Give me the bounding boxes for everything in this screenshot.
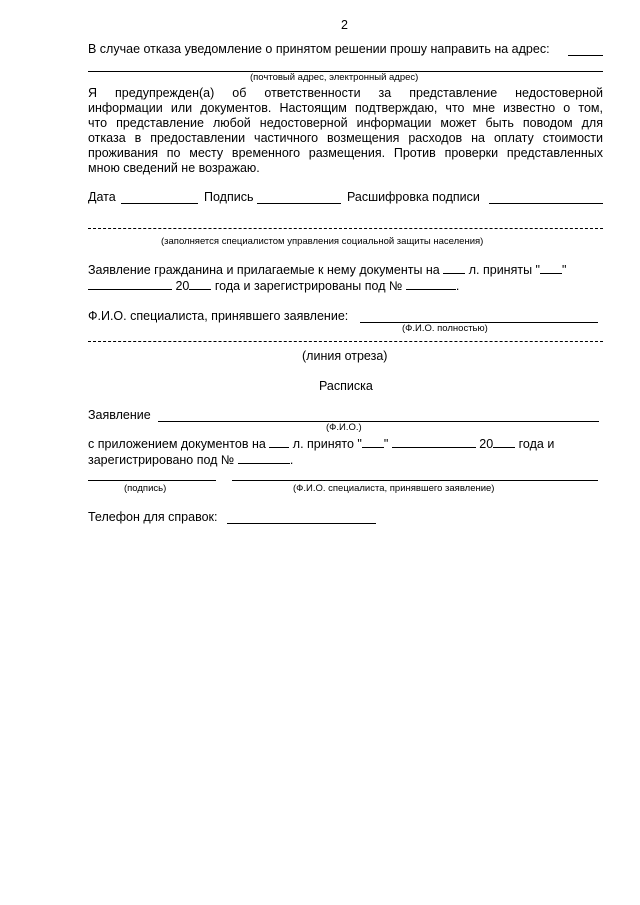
receipt-applicant-fio-field[interactable] [158, 421, 599, 422]
page-number: 2 [341, 18, 348, 32]
month-field[interactable] [88, 279, 172, 290]
warning-line: отказа в предоставлении частичного возмещения расходов на оплату стоимости [88, 131, 603, 145]
pages-count-field[interactable] [443, 263, 465, 274]
receipt-year-suffix: года и [518, 437, 555, 451]
receipt-mid: л. принято " [292, 437, 362, 451]
receipt-quote: " [383, 437, 389, 451]
year-prefix: 20 [175, 279, 190, 293]
specialist-label: Ф.И.О. специалиста, принявшего заявление: [88, 309, 349, 323]
acceptance-mid: л. приняты " [468, 263, 540, 277]
receipt-year-field[interactable] [493, 437, 515, 448]
refusal-address-caption: (почтовый адрес, электронный адрес) [250, 72, 419, 83]
receipt-specialist-fio-field[interactable] [232, 480, 598, 481]
warning-line: Я предупрежден(а) об ответственности за представление недостоверной [88, 86, 603, 100]
receipt-month-field[interactable] [392, 437, 476, 448]
signature-decoding-label: Расшифровка подписи [347, 190, 480, 204]
receipt-registered: зарегистрировано под № [88, 453, 235, 467]
warning-paragraph [88, 86, 603, 176]
receipt-prefix: с приложением документов на [88, 437, 266, 451]
receipt-end: . [289, 453, 294, 467]
acceptance-line-2 [88, 279, 459, 294]
day-field[interactable] [540, 263, 562, 274]
receipt-line-1 [88, 437, 554, 452]
signature-label: Подпись [204, 190, 254, 204]
registration-number-field[interactable] [406, 279, 456, 290]
date-label: Дата [88, 190, 116, 204]
warning-line: что представление любой недостоверной информации может быть поводом для [88, 116, 603, 130]
date-field[interactable] [121, 203, 198, 204]
receipt-day-field[interactable] [362, 437, 384, 448]
phone-field[interactable] [227, 523, 376, 524]
warning-line: мною сведений не возражаю. [88, 161, 260, 175]
section-divider [88, 228, 603, 229]
receipt-pages-field[interactable] [269, 437, 289, 448]
receipt-year-prefix: 20 [479, 437, 494, 451]
refusal-address-field[interactable] [568, 55, 603, 56]
acceptance-prefix: Заявление гражданина и прилагаемые к нему документы на [88, 263, 440, 277]
acceptance-end: . [455, 279, 460, 293]
refusal-address-text: В случае отказа уведомление о принятом решении прошу направить на адрес: [88, 42, 550, 56]
acceptance-registered: года и зарегистрированы под № [214, 279, 403, 293]
receipt-registration-number-field[interactable] [238, 453, 290, 464]
signature-decoding-field[interactable] [489, 203, 603, 204]
signature-field[interactable] [257, 203, 341, 204]
warning-line: проживания по месту временного размещения. Против проверки представленных [88, 146, 603, 160]
receipt-statement-label: Заявление [88, 408, 151, 422]
year-field[interactable] [189, 279, 211, 290]
acceptance-line-1 [88, 263, 566, 278]
warning-line: информации или документов. Настоящим подтверждаю, что мне известно о том, [88, 101, 603, 115]
receipt-title: Расписка [319, 379, 373, 393]
cut-line [88, 341, 603, 342]
receipt-specialist-caption: (Ф.И.О. специалиста, принявшего заявление) [293, 483, 495, 494]
receipt-signature-field[interactable] [88, 480, 216, 481]
receipt-signature-caption: (подпись) [124, 483, 167, 494]
acceptance-quote: " [561, 263, 567, 277]
specialist-fio-caption: (Ф.И.О. полностью) [402, 323, 488, 334]
phone-label: Телефон для справок: [88, 510, 218, 524]
specialist-section-caption: (заполняется специалистом управления социальной защиты населения) [161, 236, 484, 247]
receipt-line-2 [88, 453, 293, 468]
cut-line-label: (линия отреза) [302, 349, 388, 363]
receipt-fio-caption: (Ф.И.О.) [326, 422, 362, 433]
